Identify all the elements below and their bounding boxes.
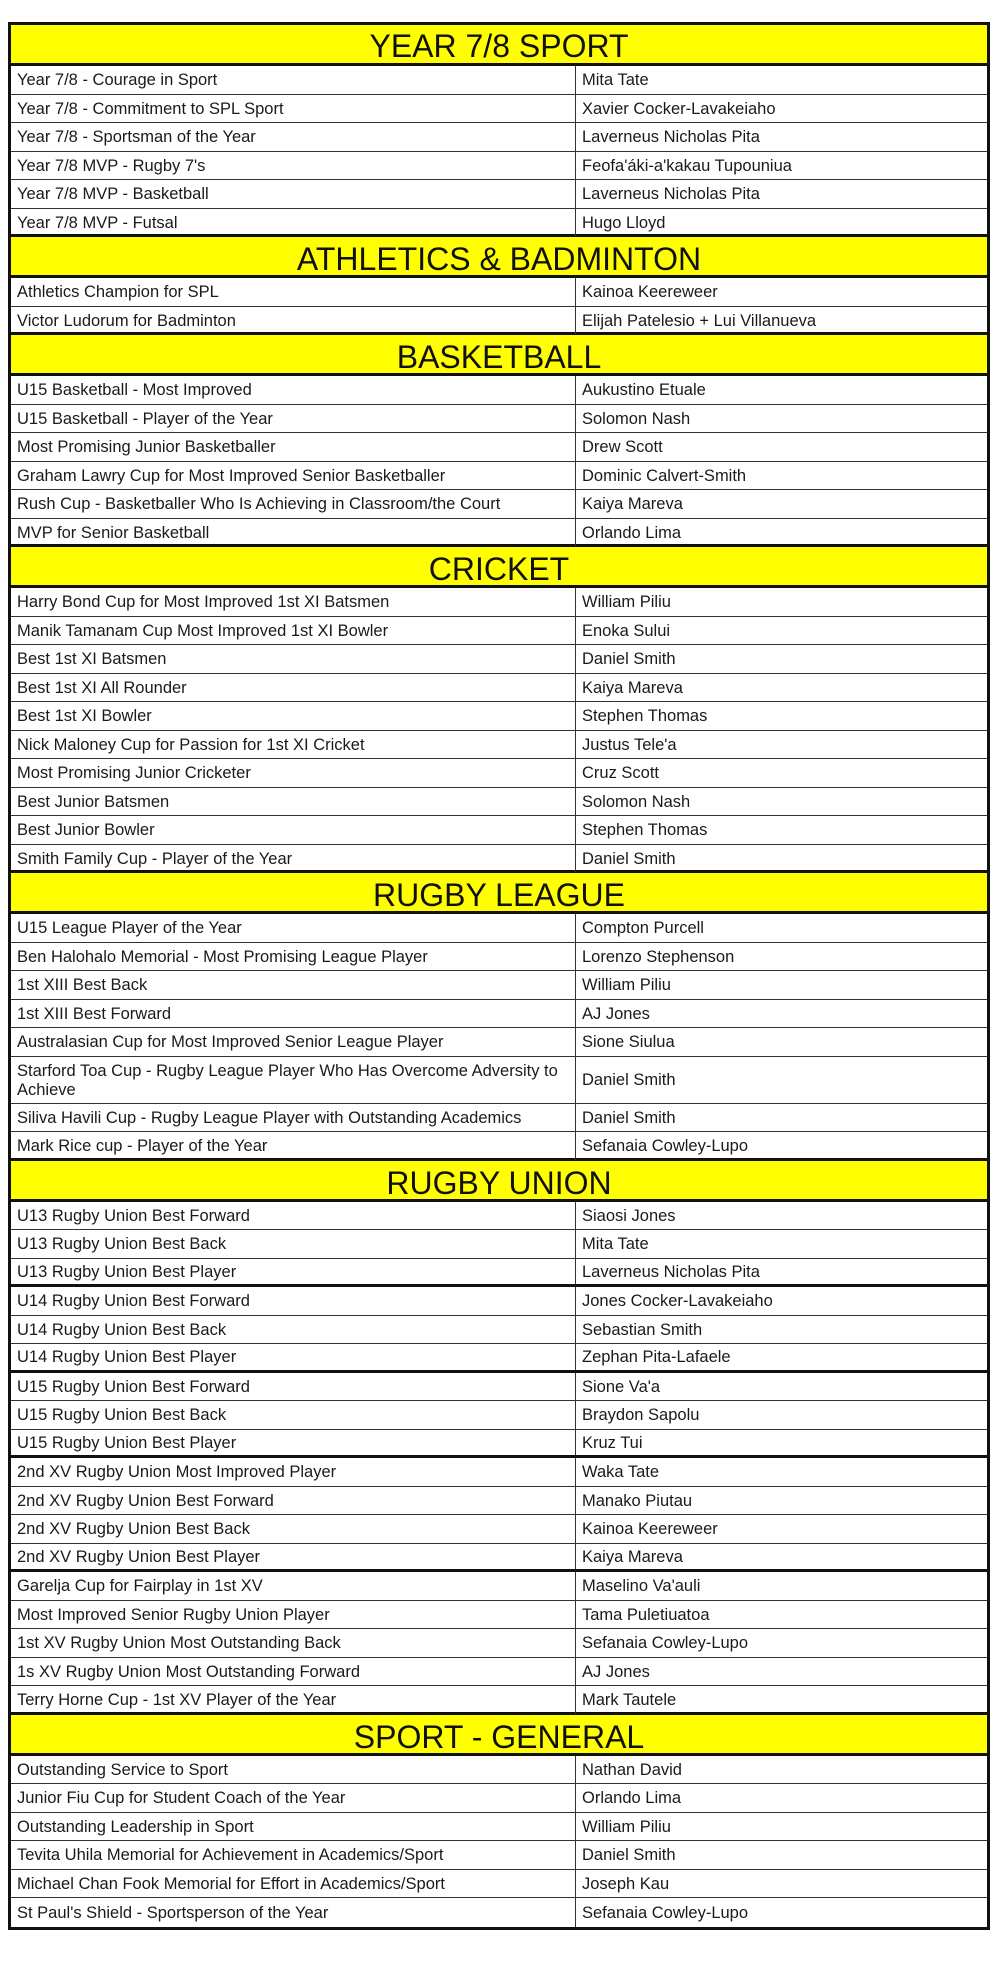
award-title: Most Promising Junior Cricketer: [11, 759, 576, 787]
award-title: 2nd XV Rugby Union Best Back: [11, 1515, 576, 1543]
award-title: Best Junior Bowler: [11, 816, 576, 844]
recipient-name: AJ Jones: [582, 1662, 650, 1681]
award-row: [11, 1784, 987, 1813]
award-title: Best 1st XI Bowler: [11, 702, 576, 730]
award-row: [11, 307, 987, 336]
award-title: Year 7/8 MVP - Futsal: [11, 209, 576, 237]
recipient-name: Kruz Tui: [582, 1433, 643, 1452]
section-header: RUGBY LEAGUE: [11, 870, 987, 914]
award-row: [11, 1572, 987, 1601]
award-title: Year 7/8 - Sportsman of the Year: [11, 123, 576, 151]
recipient-name: Jones Cocker-Lavakeiaho: [582, 1292, 773, 1311]
recipient-name: Drew Scott: [582, 438, 663, 457]
award-row: [11, 490, 987, 519]
award-row: [11, 702, 987, 731]
award-title: Junior Fiu Cup for Student Coach of the Year: [11, 1784, 576, 1812]
award-title: Tevita Uhila Memorial for Achievement in Academics/Sport: [11, 1841, 576, 1869]
award-title: Australasian Cup for Most Improved Senior League Player: [11, 1028, 576, 1056]
section-header: SPORT - GENERAL: [11, 1712, 987, 1756]
award-row: [11, 1287, 987, 1316]
recipient-name: Orlando Lima: [582, 1789, 682, 1808]
award-row: [11, 1756, 987, 1785]
recipient-name: Laverneus Nicholas Pita: [582, 128, 760, 147]
recipient-name: Kainoa Keereweer: [582, 1520, 718, 1539]
award-title: Starford Toa Cup - Rugby League Player Who Has Overcome Adversity to Achieve: [11, 1057, 576, 1103]
award-row: [11, 1629, 987, 1658]
award-row: [11, 152, 987, 181]
recipient-name: Kaiya Mareva: [582, 1547, 683, 1566]
section-header: YEAR 7/8 SPORT: [11, 25, 987, 66]
recipient-name: Elijah Patelesio + Lui Villanueva: [582, 311, 817, 330]
award-title: Best Junior Batsmen: [11, 788, 576, 816]
recipient-name: Sefanaia Cowley-Lupo: [582, 1137, 749, 1156]
award-title: U15 Rugby Union Best Player: [11, 1430, 576, 1456]
award-row: [11, 433, 987, 462]
award-row: [11, 1028, 987, 1057]
recipient-name: Kainoa Keereweer: [582, 283, 718, 302]
recipient-name: Aukustino Etuale: [582, 381, 706, 400]
recipient-name: Sefanaia Cowley-Lupo: [582, 1634, 749, 1653]
award-row: [11, 617, 987, 646]
award-row: [11, 95, 987, 124]
award-row: [11, 1344, 987, 1373]
award-row: [11, 1401, 987, 1430]
award-row: [11, 1458, 987, 1487]
recipient-name: Kaiya Mareva: [582, 495, 683, 514]
award-row: [11, 1132, 987, 1161]
award-title: U14 Rugby Union Best Back: [11, 1316, 576, 1344]
recipient-name: AJ Jones: [582, 1004, 650, 1023]
award-row: [11, 519, 987, 548]
award-row: [11, 1104, 987, 1133]
award-row: [11, 788, 987, 817]
award-title: 1st XIII Best Forward: [11, 1000, 576, 1028]
award-title: 2nd XV Rugby Union Best Forward: [11, 1487, 576, 1515]
award-title: U15 League Player of the Year: [11, 914, 576, 942]
recipient-name: Joseph Kau: [582, 1874, 670, 1893]
recipient-name: Sione Va'a: [582, 1377, 661, 1396]
award-title: Athletics Champion for SPL: [11, 278, 576, 306]
recipient-name: Tama Puletiuatoa: [582, 1605, 710, 1624]
award-title: Manik Tamanam Cup Most Improved 1st XI Bowler: [11, 617, 576, 645]
award-row: [11, 674, 987, 703]
award-title: Mark Rice cup - Player of the Year: [11, 1132, 576, 1160]
award-row: [11, 1230, 987, 1259]
award-title: Most Improved Senior Rugby Union Player: [11, 1601, 576, 1629]
award-row: [11, 1202, 987, 1231]
award-row: [11, 1487, 987, 1516]
recipient-name: Braydon Sapolu: [582, 1406, 700, 1425]
award-row: [11, 1841, 987, 1870]
award-title: 1s XV Rugby Union Most Outstanding Forward: [11, 1658, 576, 1686]
recipient-name: Stephen Thomas: [582, 707, 708, 726]
award-title: 1st XV Rugby Union Most Outstanding Back: [11, 1629, 576, 1657]
award-row: [11, 1316, 987, 1345]
recipient-name: Daniel Smith: [582, 849, 676, 868]
recipient-name: Compton Purcell: [582, 919, 704, 938]
award-title: U14 Rugby Union Best Forward: [11, 1287, 576, 1315]
recipient-name: Waka Tate: [582, 1463, 660, 1482]
award-row: [11, 1000, 987, 1029]
award-row: [11, 971, 987, 1000]
award-row: [11, 1515, 987, 1544]
award-title: Garelja Cup for Fairplay in 1st XV: [11, 1572, 576, 1600]
award-title: Siliva Havili Cup - Rugby League Player with Outstanding Academics: [11, 1104, 576, 1132]
award-title: Graham Lawry Cup for Most Improved Senior Basketballer: [11, 462, 576, 490]
award-title: 2nd XV Rugby Union Best Player: [11, 1544, 576, 1570]
award-title: Most Promising Junior Basketballer: [11, 433, 576, 461]
award-title: U15 Rugby Union Best Forward: [11, 1373, 576, 1401]
award-title: U13 Rugby Union Best Back: [11, 1230, 576, 1258]
award-title: Rush Cup - Basketballer Who Is Achieving in Classroom/the Court: [11, 490, 576, 518]
award-title: Year 7/8 - Commitment to SPL Sport: [11, 95, 576, 123]
recipient-name: Solomon Nash: [582, 792, 691, 811]
award-row: [11, 405, 987, 434]
award-title: Terry Horne Cup - 1st XV Player of the Year: [11, 1686, 576, 1714]
award-row: [11, 66, 987, 95]
award-title: U14 Rugby Union Best Player: [11, 1344, 576, 1370]
award-title: Outstanding Leadership in Sport: [11, 1813, 576, 1841]
award-row: [11, 1373, 987, 1402]
award-title: Michael Chan Fook Memorial for Effort in Academics/Sport: [11, 1870, 576, 1898]
award-title: Best 1st XI All Rounder: [11, 674, 576, 702]
award-title: U15 Basketball - Most Improved: [11, 376, 576, 404]
award-row: [11, 645, 987, 674]
award-title: Best 1st XI Batsmen: [11, 645, 576, 673]
recipient-name: William Piliu: [582, 976, 671, 995]
recipient-name: Zephan Pita-Lafaele: [582, 1348, 731, 1367]
recipient-name: Manako Piutau: [582, 1491, 693, 1510]
award-title: St Paul's Shield - Sportsperson of the Year: [11, 1898, 576, 1927]
section-header: CRICKET: [11, 544, 987, 588]
recipient-name: Daniel Smith: [582, 1071, 676, 1089]
recipient-name: Siaosi Jones: [582, 1206, 676, 1225]
recipient-name: Mita Tate: [582, 71, 649, 90]
section-header: ATHLETICS & BADMINTON: [11, 234, 987, 278]
recipient-name: Dominic Calvert-Smith: [582, 466, 747, 485]
award-row: [11, 1259, 987, 1288]
award-title: U13 Rugby Union Best Forward: [11, 1202, 576, 1230]
award-title: Year 7/8 MVP - Rugby 7's: [11, 152, 576, 180]
award-row: [11, 376, 987, 405]
award-title: Nick Maloney Cup for Passion for 1st XI Cricket: [11, 731, 576, 759]
award-row: [11, 1658, 987, 1687]
award-row: [11, 1544, 987, 1573]
award-row: [11, 943, 987, 972]
award-row: [11, 123, 987, 152]
award-row: [11, 462, 987, 491]
award-row: [11, 1870, 987, 1899]
award-title: Victor Ludorum for Badminton: [11, 307, 576, 335]
recipient-name: Orlando Lima: [582, 523, 682, 542]
award-title: 2nd XV Rugby Union Most Improved Player: [11, 1458, 576, 1486]
recipient-name: Sefanaia Cowley-Lupo: [582, 1903, 749, 1922]
award-title: Harry Bond Cup for Most Improved 1st XI Batsmen: [11, 588, 576, 616]
award-title: U15 Basketball - Player of the Year: [11, 405, 576, 433]
recipient-name: Daniel Smith: [582, 1108, 676, 1127]
section-header: RUGBY UNION: [11, 1158, 987, 1202]
section-header: BASKETBALL: [11, 332, 987, 376]
recipient-name: Kaiya Mareva: [582, 678, 683, 697]
award-title: Outstanding Service to Sport: [11, 1756, 576, 1784]
recipient-name: William Piliu: [582, 1817, 671, 1836]
award-row: [11, 588, 987, 617]
recipient-name: Daniel Smith: [582, 650, 676, 669]
award-title: U15 Rugby Union Best Back: [11, 1401, 576, 1429]
award-row: [11, 845, 987, 874]
recipient-name: Laverneus Nicholas Pita: [582, 1262, 760, 1281]
recipient-name: Daniel Smith: [582, 1846, 676, 1865]
recipient-name: Mita Tate: [582, 1235, 649, 1254]
award-row: [11, 1686, 987, 1715]
award-row: [11, 1430, 987, 1459]
recipient-name: Enoka Sului: [582, 621, 671, 640]
recipient-name: Feofa'áki-a'kakau Tupouniua: [582, 156, 792, 175]
award-row: [11, 759, 987, 788]
award-title: Ben Halohalo Memorial - Most Promising League Player: [11, 943, 576, 971]
recipient-name: Justus Tele'a: [582, 735, 677, 754]
award-title: 1st XIII Best Back: [11, 971, 576, 999]
recipient-name: Xavier Cocker-Lavakeiaho: [582, 99, 776, 118]
award-row: [11, 914, 987, 943]
award-row: [11, 209, 987, 238]
award-row: [11, 816, 987, 845]
recipient-name: Cruz Scott: [582, 764, 660, 783]
award-row: [11, 1057, 987, 1104]
award-row: [11, 278, 987, 307]
award-row: [11, 1898, 987, 1927]
recipient-name: Sebastian Smith: [582, 1320, 703, 1339]
recipient-name: William Piliu: [582, 593, 671, 612]
recipient-name: Maselino Va'auli: [582, 1577, 701, 1596]
award-title: Year 7/8 - Courage in Sport: [11, 66, 576, 94]
award-title: MVP for Senior Basketball: [11, 519, 576, 547]
recipient-name: Lorenzo Stephenson: [582, 947, 735, 966]
recipient-name: Sione Siulua: [582, 1033, 675, 1052]
award-title: Year 7/8 MVP - Basketball: [11, 180, 576, 208]
award-title: Smith Family Cup - Player of the Year: [11, 845, 576, 873]
recipient-name: Hugo Lloyd: [582, 213, 666, 232]
recipient-name: Nathan David: [582, 1760, 682, 1779]
recipient-name: Solomon Nash: [582, 409, 691, 428]
award-row: [11, 1813, 987, 1842]
award-title: U13 Rugby Union Best Player: [11, 1259, 576, 1285]
recipient-name: Mark Tautele: [582, 1691, 677, 1710]
awards-sheet: [8, 22, 990, 1930]
award-row: [11, 731, 987, 760]
award-row: [11, 180, 987, 209]
award-row: [11, 1601, 987, 1630]
recipient-name: Stephen Thomas: [582, 821, 708, 840]
recipient-name: Laverneus Nicholas Pita: [582, 185, 760, 204]
